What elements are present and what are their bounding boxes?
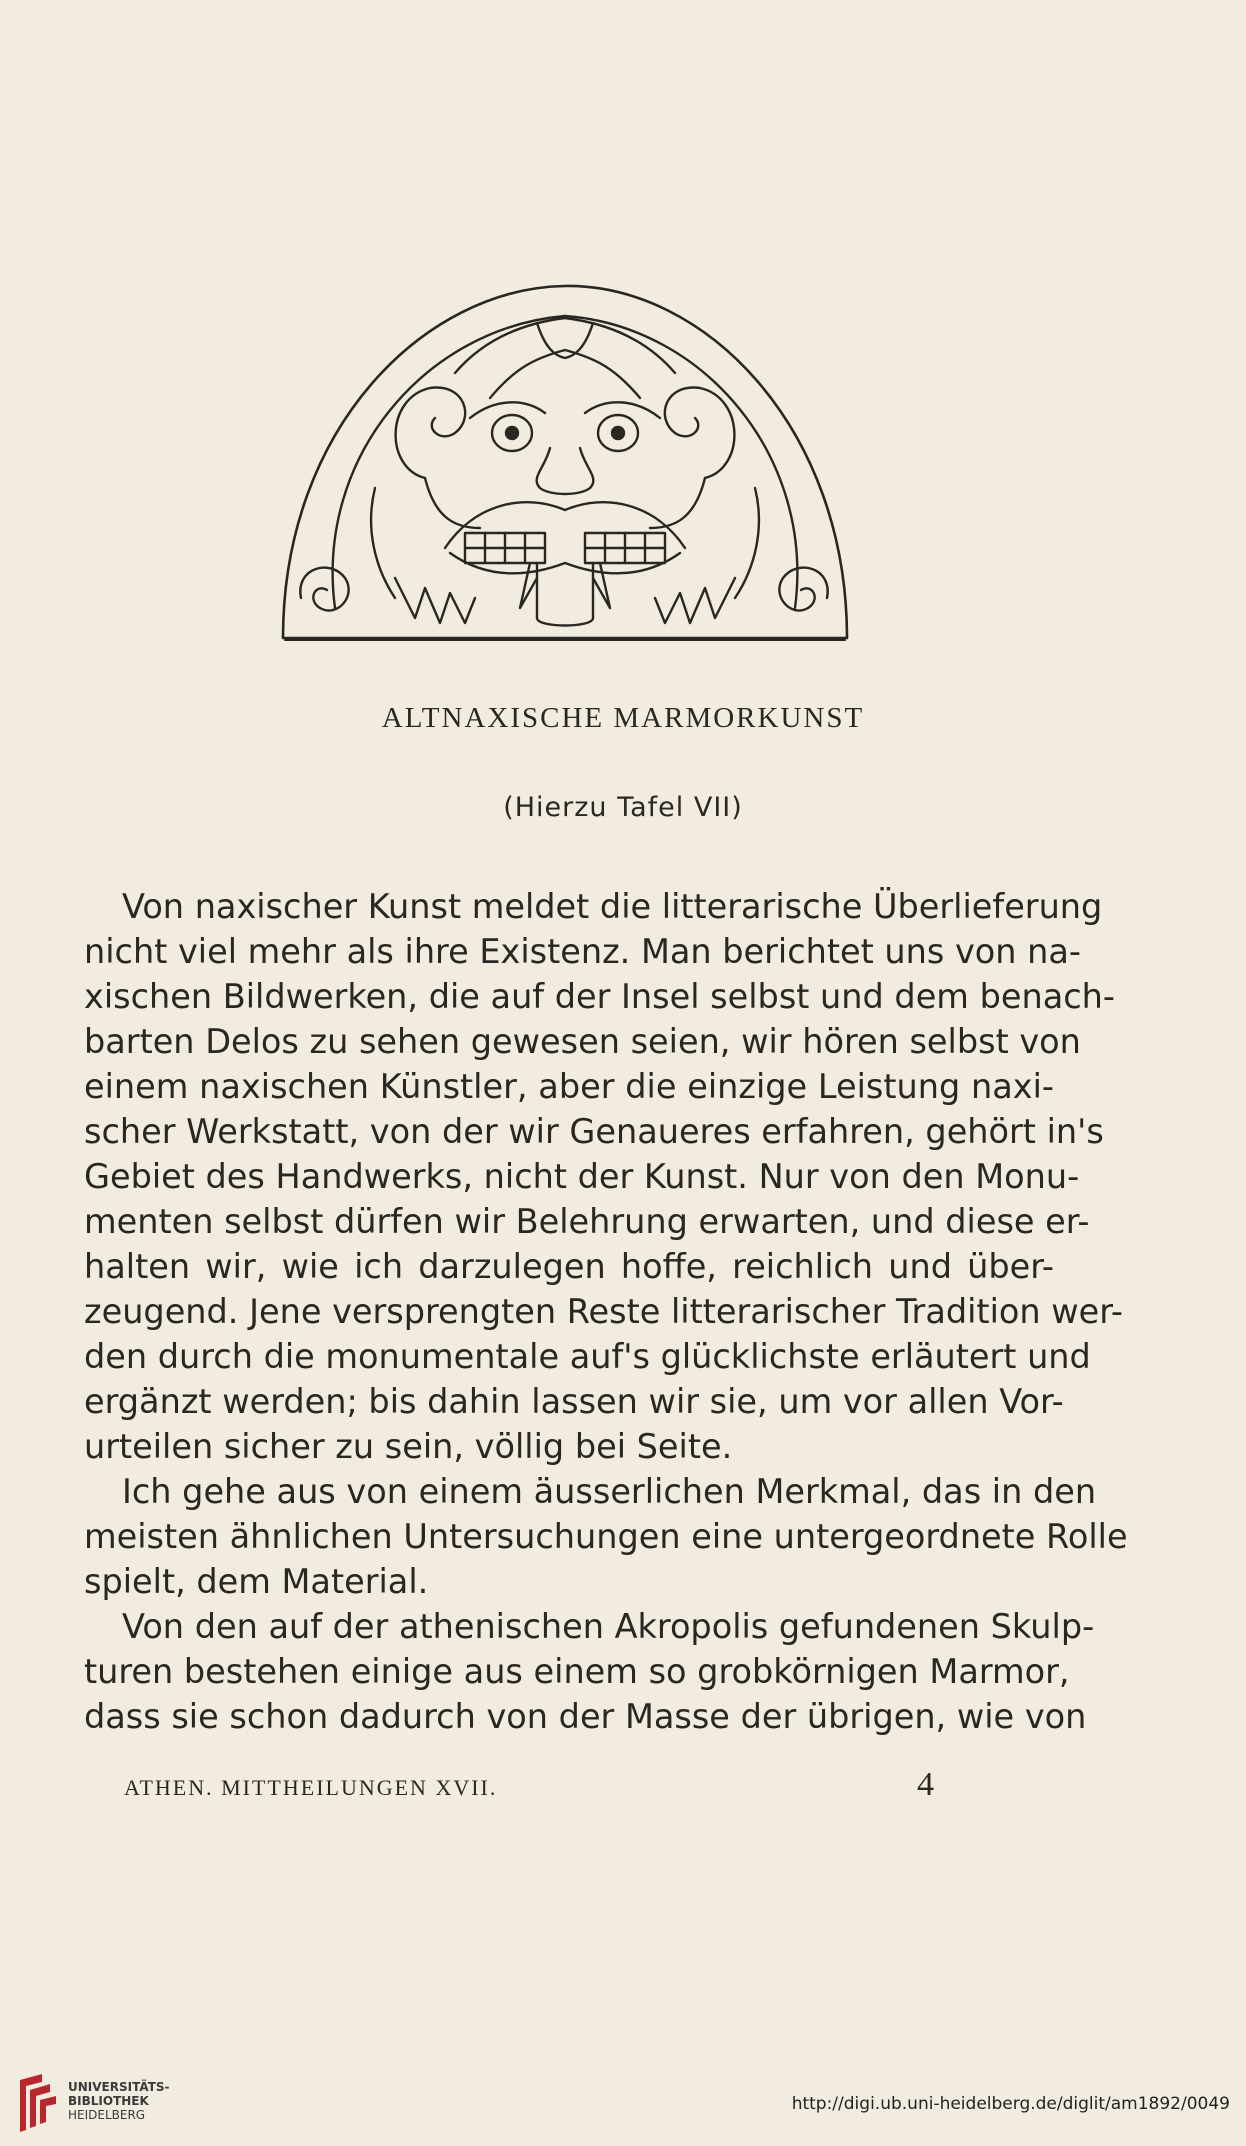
library-logo[interactable] (12, 2070, 202, 2140)
text-line: Ich gehe aus von einem äusserlichen Merkmal, das in den (122, 1472, 1097, 1511)
text-line: meisten ähnlichen Untersuchungen eine untergeordnete Rolle (84, 1517, 1128, 1556)
text-line: Von den auf der athenischen Akropolis gefundenen Skulp- (122, 1607, 1095, 1646)
text-line: einem naxischen Künstler, aber die einzige Leistung naxi- (84, 1067, 1054, 1106)
text-line: zeugend. Jene versprengten Reste litterarischer Tradition wer- (84, 1292, 1123, 1331)
library-logo-icon (12, 2070, 62, 2138)
text-line: scher Werkstatt, von der wir Genaueres erfahren, gehört in's (84, 1112, 1104, 1151)
text-line: menten selbst dürfen wir Belehrung erwarten, und diese er- (84, 1202, 1090, 1241)
text-line: barten Delos zu sehen gewesen seien, wir hören selbst von (84, 1022, 1081, 1061)
text-line: ergänzt werden; bis dahin lassen wir sie, um vor allen Vor- (84, 1382, 1064, 1421)
body-text (84, 884, 1128, 1739)
library-name-line: UNIVERSITÄTS- (68, 2080, 170, 2094)
text-line: turen bestehen einige aus einem so grobkörnigen Marmor, (84, 1652, 1070, 1691)
text-line: nicht viel mehr als ihre Existenz. Man berichtet uns von na- (84, 932, 1082, 971)
article-title: ALTNAXISCHE MARMORKUNST (381, 702, 865, 734)
library-name (68, 2080, 170, 2122)
gorgoneion-illustration (275, 278, 855, 648)
text-line: den durch die monumentale auf's glücklichste erläutert und (84, 1337, 1091, 1376)
text-line: Gebiet des Handwerks, nicht der Kunst. Nur von den Monu- (84, 1157, 1080, 1196)
article-subtitle: (Hierzu Tafel VII) (503, 792, 743, 823)
library-name-line: HEIDELBERG (68, 2108, 146, 2122)
page-number: 4 (917, 1766, 934, 1803)
text-line: halten wir, wie ich darzulegen hoffe, reichlich und über- (84, 1247, 1054, 1286)
text-line: dass sie schon dadurch von der Masse der übrigen, wie von (84, 1697, 1087, 1736)
text-line: xischen Bildwerken, die auf der Insel selbst und dem benach- (84, 977, 1115, 1016)
source-url-link[interactable]: http://digi.ub.uni-heidelberg.de/diglit/am1892/0049 (791, 2094, 1230, 2114)
journal-footer: ATHEN. MITTHEILUNGEN XVII. (124, 1775, 498, 1800)
text-line: urteilen sicher zu sein, völlig bei Seite. (84, 1427, 733, 1466)
text-line: Von naxischer Kunst meldet die litterarische Überlieferung (122, 887, 1103, 926)
text-line: spielt, dem Material. (84, 1562, 429, 1601)
library-name-line: BIBLIOTHEK (68, 2094, 149, 2108)
